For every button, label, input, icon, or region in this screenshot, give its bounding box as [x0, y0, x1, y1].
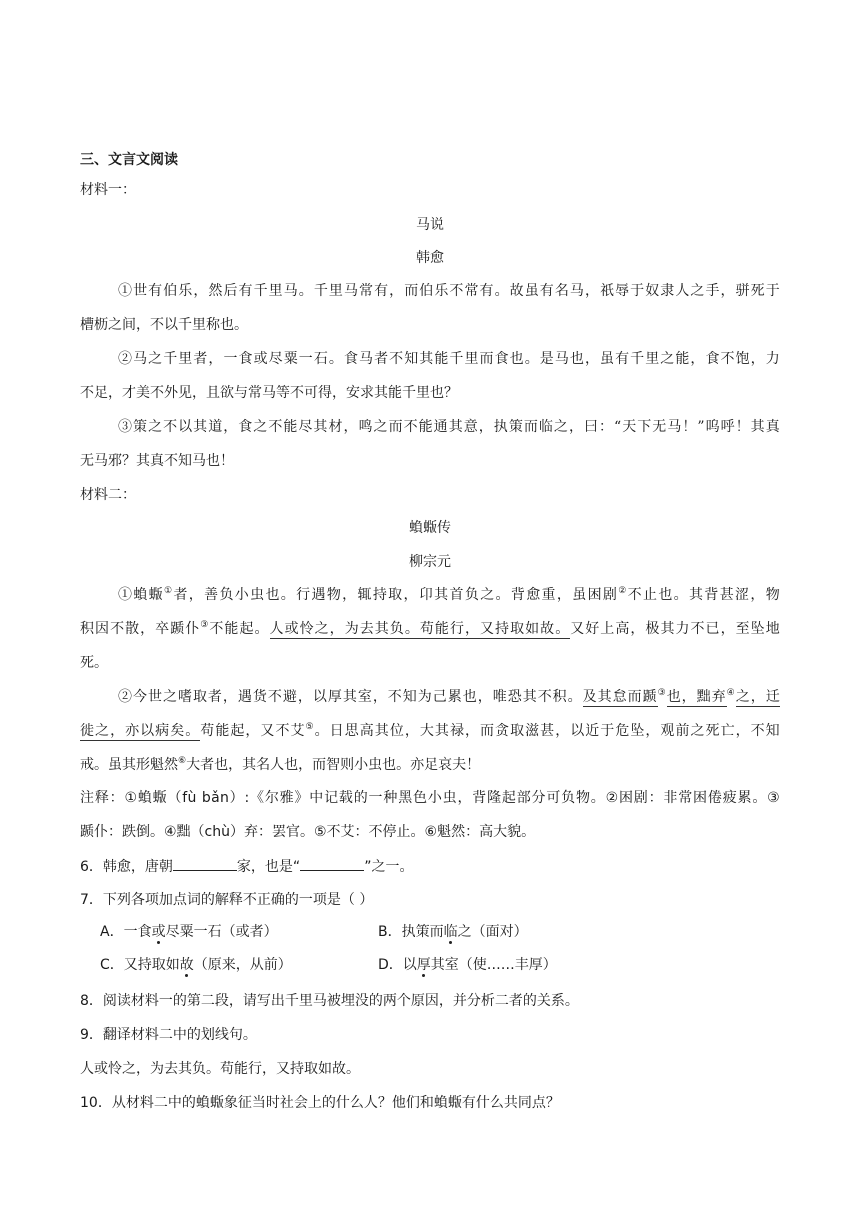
note-ref: ⑥ — [178, 756, 187, 766]
note-ref: ② — [618, 586, 628, 596]
text: （原来，从前） — [193, 957, 292, 973]
material2-label: 材料二： — [80, 487, 136, 503]
dotted-char: 临 — [443, 924, 458, 940]
material2-title: 蝜蝂传 — [409, 520, 451, 536]
m2-p1-line3: 死。 — [80, 655, 108, 671]
text: 者，善负小虫也。行遇物，辄持取，卬其首负之。背愈重，虽困剧 — [173, 587, 619, 603]
text: 苟能起，又不艾 — [200, 723, 306, 739]
underlined-text: 也，黜弃 — [666, 689, 727, 705]
material1-title: 马说 — [416, 217, 444, 233]
note-ref: ① — [164, 586, 174, 596]
note-ref: ③ — [200, 620, 210, 630]
text: 积因不散，卒踬仆 — [80, 621, 201, 637]
text: 之（面对） — [457, 924, 528, 940]
text: 大者也，其名人也，而智则小虫也。亦足哀夫！ — [186, 757, 481, 773]
m2-p2-line2 — [80, 721, 780, 741]
dotted-char: 故 — [179, 957, 194, 973]
text: A．一食 — [100, 924, 152, 940]
underlined-text: 徙之，亦以病矣。 — [80, 723, 201, 739]
question-7: 7．下列各项加点词的解释不正确的一项是（ ） — [80, 892, 374, 908]
m2-p1-line2 — [80, 619, 780, 639]
m1-p3-line2: 无马邪？其真不知马也！ — [80, 453, 234, 469]
text: B．执策而 — [378, 924, 444, 940]
answer-blank[interactable] — [300, 856, 364, 871]
m1-p1-line1: ①世有伯乐，然后有千里马。千里马常有，而伯乐不常有。故虽有名马，祇辱于奴隶人之手，骈死于 — [118, 283, 780, 299]
m1-p3-line1: ③策之不以其道，食之不能尽其材，鸣之而不能通其意，执策而临之，曰：“天下无马！”呜呼！其真 — [118, 419, 780, 435]
underlined-text: 及其怠而踬 — [582, 689, 658, 705]
text: 戒。虽其形魁然 — [80, 757, 178, 773]
text: ”之一。 — [364, 859, 414, 875]
text: 又好上高，极其力不已，至坠地 — [570, 621, 780, 637]
m2-p2-line1 — [118, 687, 780, 707]
material1-label: 材料一： — [80, 182, 136, 198]
notes-line2: 踬仆：跌倒。④黜（chù）弃：罢官。⑤不艾：不停止。⑥魁然：高大貌。 — [80, 824, 536, 840]
answer-blank[interactable] — [173, 856, 237, 871]
text: C．又持取如 — [100, 957, 180, 973]
text: ②今世之嗜取者，遇货不避，以厚其室，不知为己累也，唯恐其不积。 — [118, 689, 583, 705]
text: 。日思高其位，大其禄，而贪取滋甚，以近于危坠，观前之死亡，不知 — [314, 723, 780, 739]
text: D．以 — [378, 957, 417, 973]
text: ①蝜蝂 — [118, 587, 165, 603]
text: 尽粟一石（或者） — [165, 924, 278, 940]
question-9: 9．翻译材料二中的划线句。 — [80, 1027, 257, 1043]
m1-p2-line1: ②马之千里者，一食或尽粟一石。食马者不知其能千里而食也。是马也，虽有千里之能，食不饱，力 — [118, 351, 780, 367]
note-ref: ⑤ — [305, 722, 315, 732]
m1-p2-line2: 不足，才美不外见，且欲与常马等不可得，安求其能千里也？ — [80, 385, 458, 401]
note-ref: ④ — [726, 688, 736, 698]
material2-author: 柳宗元 — [409, 554, 451, 570]
notes-line1: 注释：①蝜蝂（fù bǎn）:《尔雅》中记载的一种黑色小虫，背隆起部分可负物。②困剧：非常困倦疲累。③ — [80, 790, 780, 806]
text: 家，也是“ — [236, 859, 301, 875]
question-10: 10．从材料二中的蝜蝂象征当时社会上的什么人？他们和蝜蝂有什么共同点？ — [80, 1095, 560, 1111]
option-d — [378, 955, 557, 975]
question-9-sentence: 人或怜之，为去其负。苟能行，又持取如故。 — [80, 1061, 360, 1077]
m1-p1-line2: 槽枥之间，不以千里称也。 — [80, 317, 248, 333]
option-c — [100, 955, 292, 975]
underlined-sentence: 人或怜之，为去其负。苟能行，又持取如故。 — [269, 621, 571, 637]
option-a — [100, 922, 278, 942]
text: 其室（使……丰厚） — [430, 957, 557, 973]
m2-p2-line3 — [80, 755, 480, 775]
text: 不止也。其背甚涩，物 — [627, 587, 781, 603]
question-8: 8．阅读材料一的第二段，请写出千里马被埋没的两个原因，并分析二者的关系。 — [80, 993, 579, 1009]
option-b — [378, 922, 528, 942]
dotted-char: 或 — [151, 924, 166, 940]
m2-p1-line1 — [118, 585, 780, 605]
text: 6．韩愈，唐朝 — [80, 859, 173, 875]
note-ref: ③ — [657, 688, 667, 698]
question-6 — [80, 856, 413, 877]
dotted-char: 厚 — [416, 957, 431, 973]
section-title: 三、文言文阅读 — [80, 152, 178, 168]
text: 不能起。 — [209, 621, 270, 637]
underlined-text: 之，迁 — [735, 689, 780, 705]
material1-author: 韩愈 — [416, 250, 444, 266]
